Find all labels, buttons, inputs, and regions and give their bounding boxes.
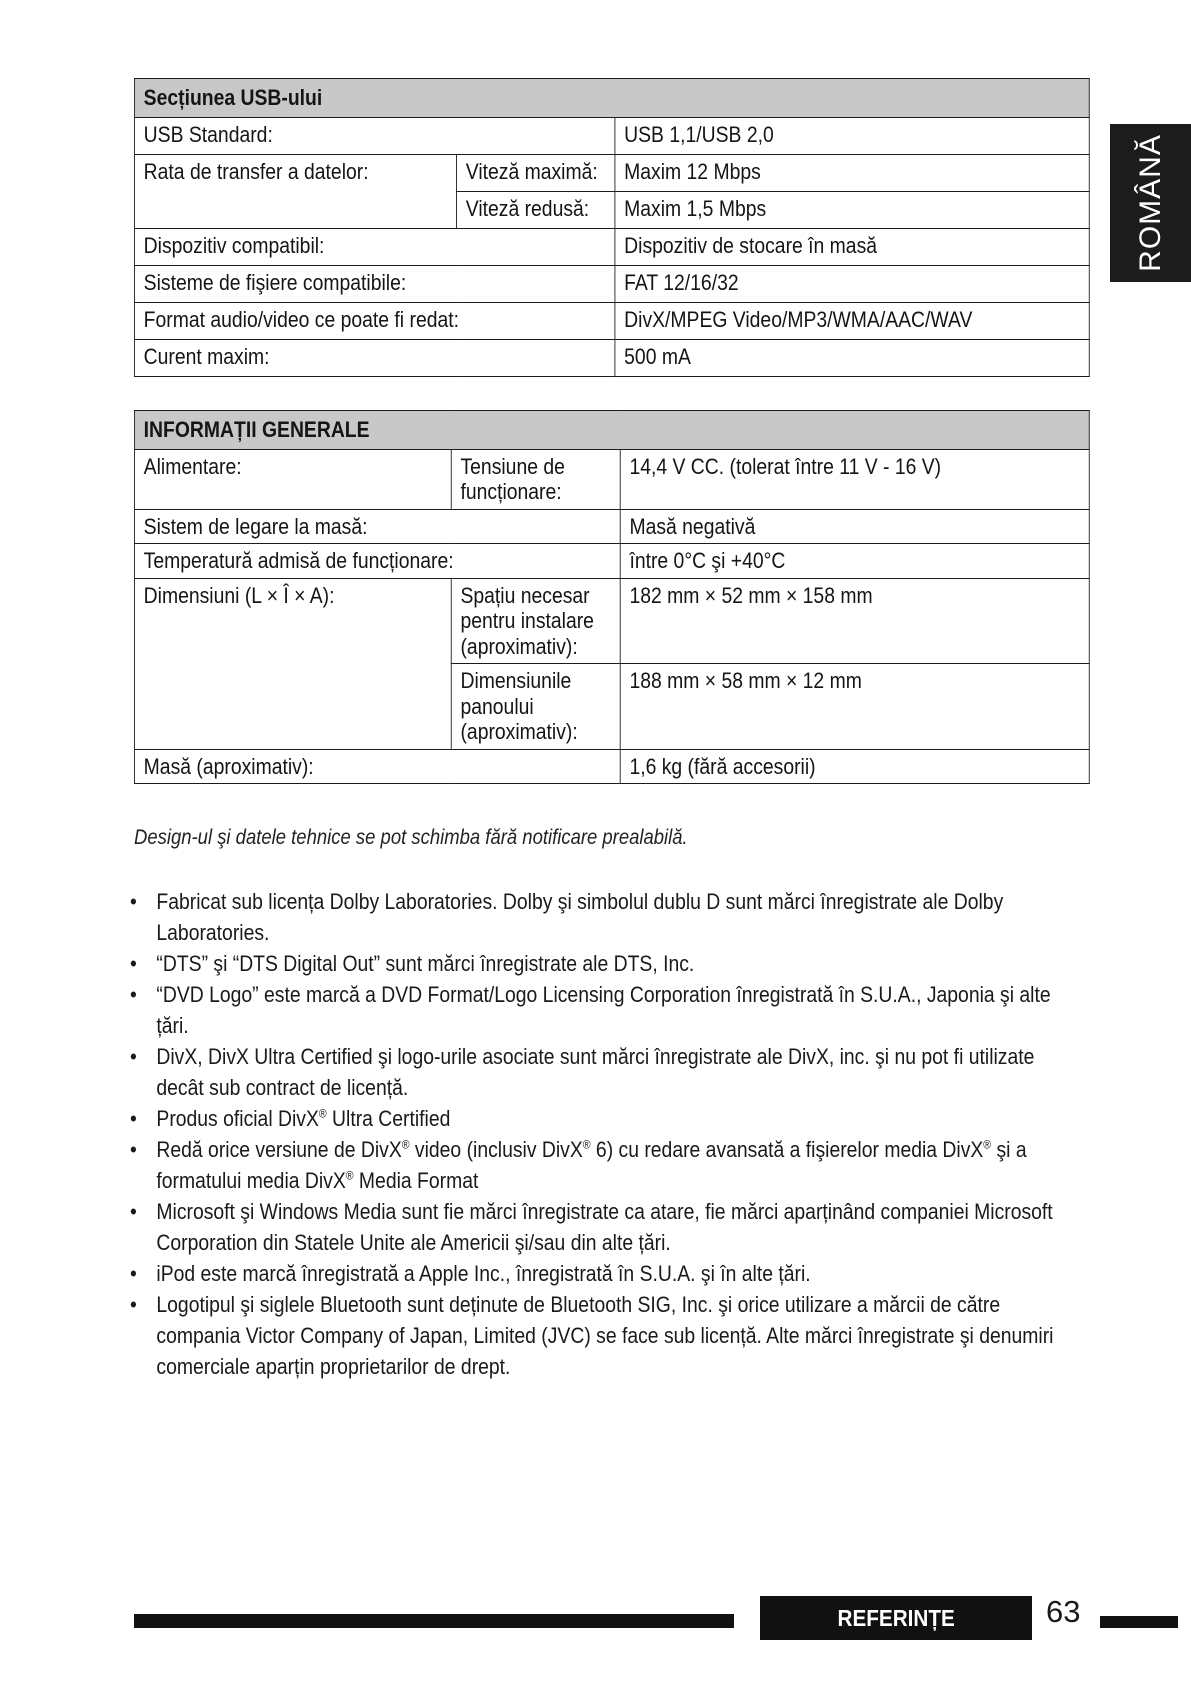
language-tab-label: ROMÂNĂ xyxy=(1133,134,1167,272)
footer-section-text: REFERINȚE xyxy=(837,1604,955,1631)
bullet-icon: • xyxy=(130,1044,137,1069)
page-number: 63 xyxy=(1046,1594,1081,1629)
list-item: • Logotipul şi siglele Bluetooth sunt deținute de Bluetooth SIG, Inc. şi orice utilizare a mărcii de către compania Victor Company of Japan, Limited (JVC) se face sub licență. Alte mărci înregistrate şi denumiri comerciale aparțin proprietarilor de drept. xyxy=(130,1289,1086,1382)
playable-formats-label: Format audio/video ce poate fi redat: xyxy=(134,302,614,339)
playable-formats-value: DivX/MPEG Video/MP3/WMA/AAC/WAV xyxy=(615,302,1089,339)
registered-mark: ® xyxy=(401,1137,410,1152)
list-item: • Redă orice versiune de DivX® video (inclusiv DivX® 6) cu redare avansată a fişierelor media DivX® şi a formatului media DivX® Media Format xyxy=(130,1134,1086,1196)
usb-standard-value: USB 1,1/USB 2,0 xyxy=(615,117,1089,154)
footer-section-label xyxy=(760,1596,1032,1640)
footer-rule-right xyxy=(1100,1616,1178,1628)
bullet-icon: • xyxy=(130,982,137,1007)
list-item: • Fabricat sub licența Dolby Laboratories. Dolby şi simbolul dublu D sunt mărci înregistrate ale Dolby Laboratories. xyxy=(130,886,1086,948)
registered-mark: ® xyxy=(582,1137,591,1152)
list-item: • Microsoft şi Windows Media sunt fie mărci înregistrate ca atare, fie mărci aparținând companiei Microsoft Corporation din Statele Unite ale Americii şi/sau din alte țări. xyxy=(130,1196,1086,1258)
general-spec-table xyxy=(134,410,1090,784)
transfer-rate-label: Rata de transfer a datelor: xyxy=(134,154,456,228)
list-item: • iPod este marcă înregistrată a Apple Inc., înregistrată în S.U.A. şi în alte țări. xyxy=(130,1258,1086,1289)
panel-dimensions-value: 188 mm × 58 mm × 12 mm xyxy=(620,664,1089,750)
mass-value: 1,6 kg (fără accesorii) xyxy=(620,749,1089,784)
bullet-icon: • xyxy=(130,889,137,914)
max-speed-value: Maxim 12 Mbps xyxy=(615,154,1089,191)
bullet-icon: • xyxy=(130,951,137,976)
usb-standard-label: USB Standard: xyxy=(134,117,614,154)
trademark-list xyxy=(130,886,1086,1382)
operating-voltage-label: Tensiune de funcționare: xyxy=(451,449,620,509)
mass-label: Masă (aproximativ): xyxy=(134,749,620,784)
usb-spec-table xyxy=(134,78,1090,377)
compatible-device-value: Dispozitiv de stocare în masă xyxy=(615,228,1089,265)
general-section-title: INFORMAȚII GENERALE xyxy=(134,411,1089,450)
install-space-value: 182 mm × 52 mm × 158 mm xyxy=(620,578,1089,664)
max-current-value: 500 mA xyxy=(615,339,1089,376)
max-current-label: Curent maxim: xyxy=(134,339,614,376)
list-item: • “DVD Logo” este marcă a DVD Format/Logo Licensing Corporation înregistrată în S.U.A., Japonia şi alte țări. xyxy=(130,979,1086,1041)
list-item: • Produs oficial DivX® Ultra Certified xyxy=(130,1103,1086,1134)
registered-mark: ® xyxy=(345,1168,354,1183)
temperature-value: între 0°C şi +40°C xyxy=(620,544,1089,579)
low-speed-value: Maxim 1,5 Mbps xyxy=(615,191,1089,228)
bullet-icon: • xyxy=(130,1137,137,1162)
bullet-icon: • xyxy=(130,1106,137,1131)
compatible-device-label: Dispozitiv compatibil: xyxy=(134,228,614,265)
bullet-icon: • xyxy=(130,1292,137,1317)
grounding-label: Sistem de legare la masă: xyxy=(134,509,620,544)
panel-dimensions-label: Dimensiunile panoului (aproximativ): xyxy=(451,664,620,750)
grounding-value: Masă negativă xyxy=(620,509,1089,544)
change-notice: Design-ul şi datele tehnice se pot schimba fără notificare prealabilă. xyxy=(134,826,688,849)
power-label: Alimentare: xyxy=(134,449,451,509)
filesystems-label: Sisteme de fişiere compatibile: xyxy=(134,265,614,302)
footer-rule-left xyxy=(134,1614,734,1628)
list-item: • “DTS” şi “DTS Digital Out” sunt mărci înregistrate ale DTS, Inc. xyxy=(130,948,1086,979)
temperature-label: Temperatură admisă de funcționare: xyxy=(134,544,620,579)
list-item: • DivX, DivX Ultra Certified şi logo-urile asociate sunt mărci înregistrate ale DivX, inc. şi nu pot fi utilizate decât sub contract de licență. xyxy=(130,1041,1086,1103)
install-space-label: Spațiu necesar pentru instalare (aproximativ): xyxy=(451,578,620,664)
filesystems-value: FAT 12/16/32 xyxy=(615,265,1089,302)
operating-voltage-value: 14,4 V CC. (tolerat între 11 V - 16 V) xyxy=(620,449,1089,509)
bullet-icon: • xyxy=(130,1199,137,1224)
low-speed-label: Viteză redusă: xyxy=(457,191,615,228)
language-tab xyxy=(1110,124,1191,282)
registered-mark: ® xyxy=(983,1137,992,1152)
bullet-icon: • xyxy=(130,1261,137,1286)
usb-section-title: Secțiunea USB-ului xyxy=(134,79,1089,118)
dimensions-label: Dimensiuni (L × Î × A): xyxy=(134,578,451,749)
max-speed-label: Viteză maximă: xyxy=(457,154,615,191)
registered-mark: ® xyxy=(318,1106,327,1121)
